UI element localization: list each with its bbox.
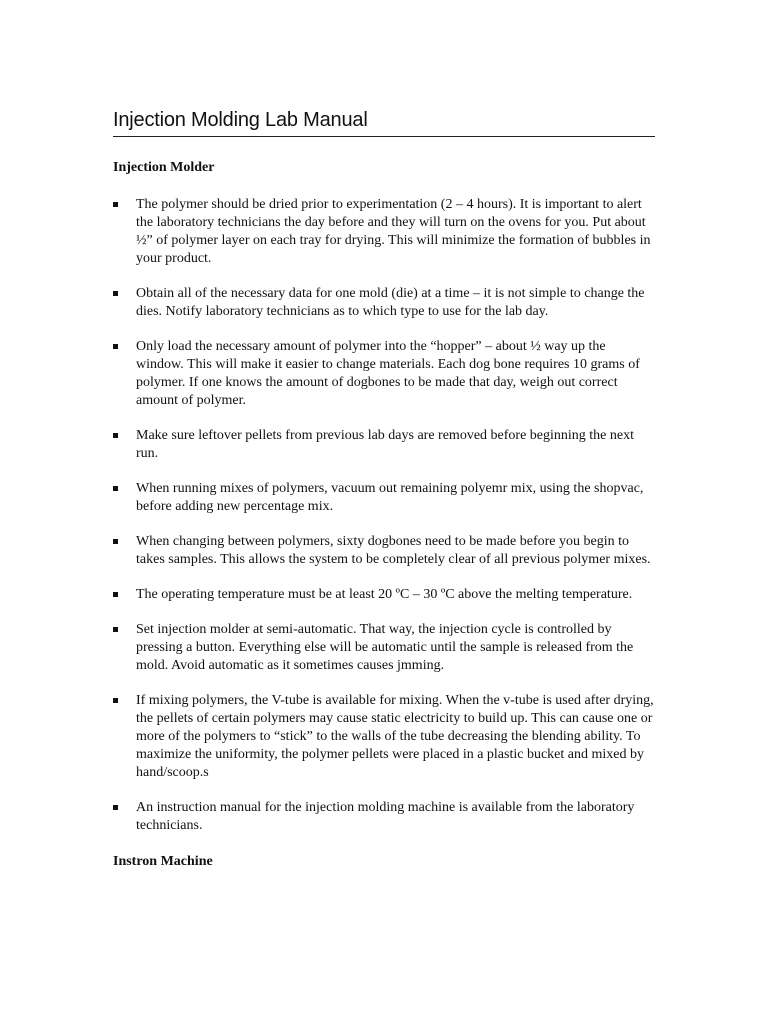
bullet-text: An instruction manual for the injection molding machine is available from the laboratory technicians.: [136, 800, 635, 833]
bullet-text: The operating temperature must be at least 20 ºC – 30 ºC above the melting temperature.: [136, 587, 633, 602]
square-bullet-icon: [113, 202, 118, 207]
square-bullet-icon: [113, 539, 118, 544]
bullet-item: [113, 586, 655, 604]
bullet-text: Only load the necessary amount of polymer into the “hopper” – about ½ way up the window. This will make it easier to change materials. Each dog bone requires 10 grams of polymer. If one knows the amount of dogbones to be made that day, weigh out correct amount of polymer.: [136, 339, 640, 408]
title-underline: [113, 136, 655, 137]
bullet-text: If mixing polymers, the V-tube is available for mixing. When the v-tube is used after drying, the pellets of certain polymers may cause static electricity to build up. This can cause one or more of the polymers to “stick” to the walls of the tube decreasing the blending ability. To maximize the uniformity, the polymer pellets were placed in a plastic bucket and mixed by hand/scoop.s: [136, 693, 654, 780]
bullet-item: [113, 692, 655, 782]
bullet-item: [113, 799, 655, 835]
document-page: [113, 108, 655, 871]
bullet-text: The polymer should be dried prior to experimentation (2 – 4 hours). It is important to alert the laboratory technicians the day before and they will turn on the ovens for you. Put about ½” of polymer layer on each tray for drying. This will minimize the formation of bubbles in your product.: [136, 197, 651, 266]
square-bullet-icon: [113, 805, 118, 810]
document-title: Injection Molding Lab Manual: [113, 109, 368, 131]
bullet-text: Make sure leftover pellets from previous lab days are removed before beginning the next run.: [136, 428, 634, 461]
bullet-item: [113, 285, 655, 321]
bullet-item: [113, 427, 655, 463]
square-bullet-icon: [113, 433, 118, 438]
square-bullet-icon: [113, 486, 118, 491]
square-bullet-icon: [113, 698, 118, 703]
bullet-text: Set injection molder at semi-automatic. That way, the injection cycle is controlled by pressing a button. Everything else will be automatic until the sample is released from the mold. Avoid automatic as it sometimes causes jmming.: [136, 622, 634, 673]
section-heading-instron-machine: Instron Machine: [113, 854, 213, 869]
square-bullet-icon: [113, 592, 118, 597]
bullet-item: [113, 621, 655, 675]
bullet-text: When running mixes of polymers, vacuum out remaining polyemr mix, using the shopvac, before adding new percentage mix.: [136, 481, 644, 514]
bullet-text: Obtain all of the necessary data for one mold (die) at a time – it is not simple to change the dies. Notify laboratory technicians as to which type to use for the lab day.: [136, 286, 645, 319]
section-heading-injection-molder: Injection Molder: [113, 160, 215, 175]
square-bullet-icon: [113, 627, 118, 632]
bullet-item: [113, 338, 655, 410]
bullet-item: [113, 196, 655, 268]
square-bullet-icon: [113, 291, 118, 296]
bullet-item: [113, 480, 655, 516]
injection-molder-bullet-list: [113, 196, 655, 835]
square-bullet-icon: [113, 344, 118, 349]
bullet-item: [113, 533, 655, 569]
bullet-text: When changing between polymers, sixty dogbones need to be made before you begin to takes samples. This allows the system to be completely clear of all previous polymer mixes.: [136, 534, 651, 567]
